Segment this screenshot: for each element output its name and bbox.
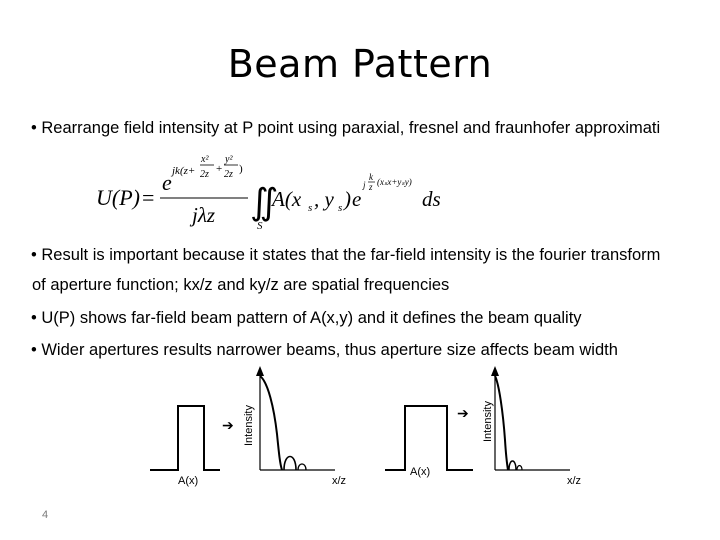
slide-title: Beam Pattern — [227, 42, 493, 86]
formula-y-denominator: 2z — [224, 169, 233, 180]
aperture-rect-narrow — [150, 406, 220, 470]
side-lobe-2 — [298, 464, 306, 470]
formula-exp2-rest: (xₛx+yₛy) — [377, 177, 412, 187]
formula-subscript-s2: s — [338, 202, 343, 214]
aperture-label: A(x) — [410, 466, 431, 478]
formula-double-integral: ∬ — [250, 182, 279, 222]
bullet-approximation: • Rearrange field intensity at P point using paraxial, fresnel and fraunhofer approximati — [31, 119, 661, 137]
main-lobe-wide — [260, 376, 282, 470]
side-lobe-1 — [284, 457, 296, 471]
formula-lhs: U(P) — [96, 185, 140, 210]
bullet-aperture-width: • Wider apertures results narrower beams, thus aperture size affects beam width — [31, 341, 618, 359]
bullet-beam-quality: • U(P) shows far-field beam pattern of A(x,y) and it defines the beam quality — [31, 309, 582, 327]
formula-y-squared: y² — [225, 154, 233, 165]
y-axis-label: Intensity — [243, 405, 255, 446]
formula-integrand: A(x — [272, 187, 302, 211]
narrow-aperture-diagram — [150, 362, 360, 492]
bullet-fourier: • Result is important because it states that the far-field intensity is the fourier transform — [31, 246, 661, 264]
formula-exp2-base: e — [352, 187, 362, 211]
side-lobe-2 — [517, 466, 522, 471]
arrow-icon: ➔ — [222, 417, 234, 433]
page-number: 4 — [42, 509, 49, 521]
formula-integrand-close: ) — [344, 187, 351, 211]
formula-exp2-k: k — [369, 172, 373, 182]
x-axis-label: x/z — [332, 475, 347, 487]
y-axis-label: Intensity — [482, 401, 494, 442]
x-axis-label: x/z — [567, 475, 582, 487]
formula-exp-base: e — [162, 170, 172, 195]
beam-pattern-formula — [90, 150, 450, 232]
side-lobe-1 — [509, 461, 516, 470]
formula-differential: ds — [422, 187, 441, 211]
formula-close-paren: ) — [239, 163, 243, 175]
formula-plus: + — [216, 163, 223, 175]
main-lobe-narrow — [495, 376, 508, 470]
formula-exp2-z: z — [369, 182, 373, 192]
formula-exp2-j: j — [363, 180, 366, 190]
formula-x-denominator: 2z — [200, 169, 209, 180]
bullet-fourier-continued: of aperture function; kx/z and ky/z are spatial frequencies — [32, 276, 450, 294]
arrow-icon: ➔ — [457, 405, 469, 421]
formula-denominator: jλz — [192, 203, 216, 227]
formula-subscript-s1: s — [308, 202, 313, 214]
formula-exp-prefix: jk(z+ — [172, 165, 196, 177]
formula-integral-subscript: S — [257, 220, 263, 232]
formula-x-squared: x² — [201, 154, 209, 165]
formula-equals: = — [142, 185, 155, 210]
wide-aperture-diagram — [385, 362, 595, 492]
y-axis-arrowhead — [491, 366, 499, 376]
aperture-label: A(x) — [178, 475, 199, 487]
formula-integrand-y: , y — [314, 187, 334, 211]
y-axis-arrowhead — [256, 366, 264, 376]
